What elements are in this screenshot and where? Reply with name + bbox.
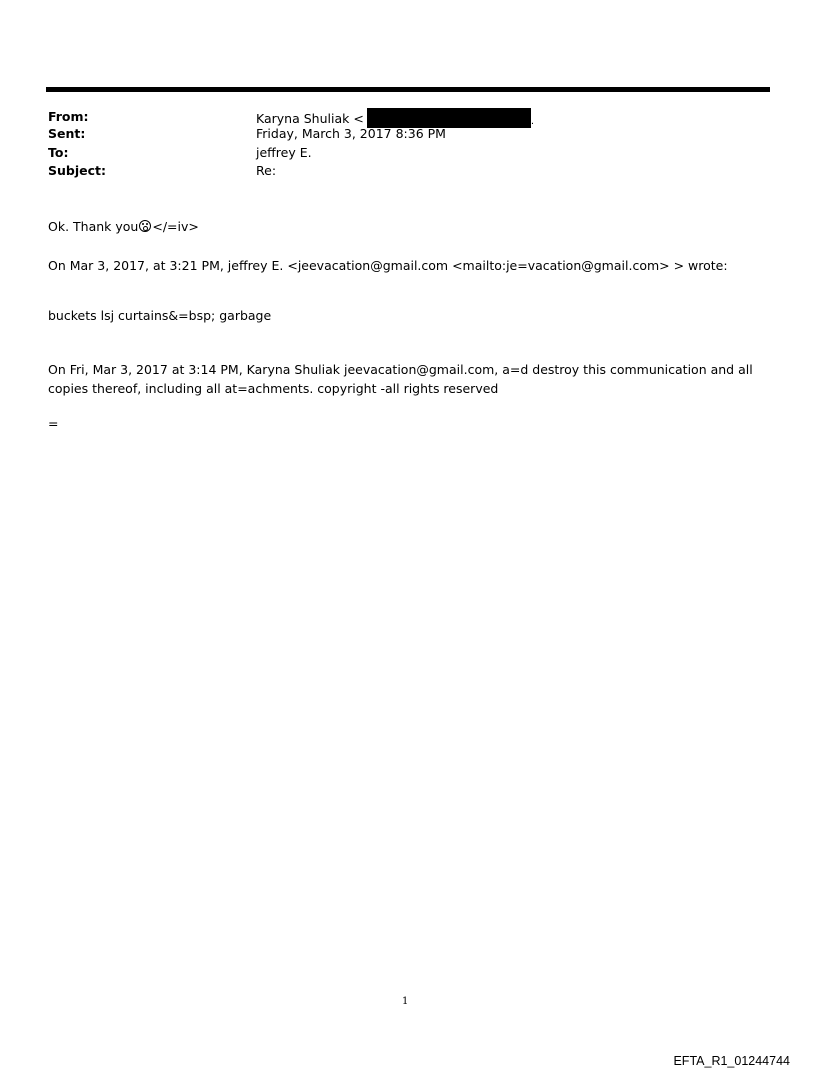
message-trailer: = bbox=[48, 416, 59, 431]
message-line-1 bbox=[48, 217, 764, 236]
smiley-emoji-icon bbox=[139, 220, 151, 232]
sent-label: Sent: bbox=[48, 126, 86, 141]
header-rule bbox=[46, 87, 770, 92]
page-number: 1 bbox=[402, 996, 409, 1007]
thank-you-text: Ok. Thank you bbox=[48, 219, 139, 234]
to-label: To: bbox=[48, 145, 69, 160]
sent-value: Friday, March 3, 2017 8:36 PM bbox=[256, 126, 446, 141]
from-label: From: bbox=[48, 109, 89, 124]
redaction-trail: . bbox=[530, 116, 534, 127]
quoted-message-disclaimer: On Fri, Mar 3, 2017 at 3:14 PM, Karyna Shuliak jeevacation@gmail.com, a=d destroy this communication and all copies thereof, including all at=achments. copyright -all rights reserved bbox=[48, 362, 753, 396]
document-id: EFTA_R1_01244744 bbox=[673, 1054, 790, 1068]
to-value: jeffrey E. bbox=[256, 145, 312, 160]
quoted-reply-intro: On Mar 3, 2017, at 3:21 PM, jeffrey E. <jeevacation@gmail.com <mailto:je=vacation@gmail.com> > wrote: bbox=[48, 258, 728, 273]
stray-markup-text: </=iv> bbox=[152, 219, 199, 234]
message-line-items: buckets lsj curtains&=bsp; garbage bbox=[48, 308, 272, 323]
subject-value: Re: bbox=[256, 163, 277, 178]
from-name: Karyna Shuliak < bbox=[256, 111, 364, 126]
subject-label: Subject: bbox=[48, 163, 106, 178]
